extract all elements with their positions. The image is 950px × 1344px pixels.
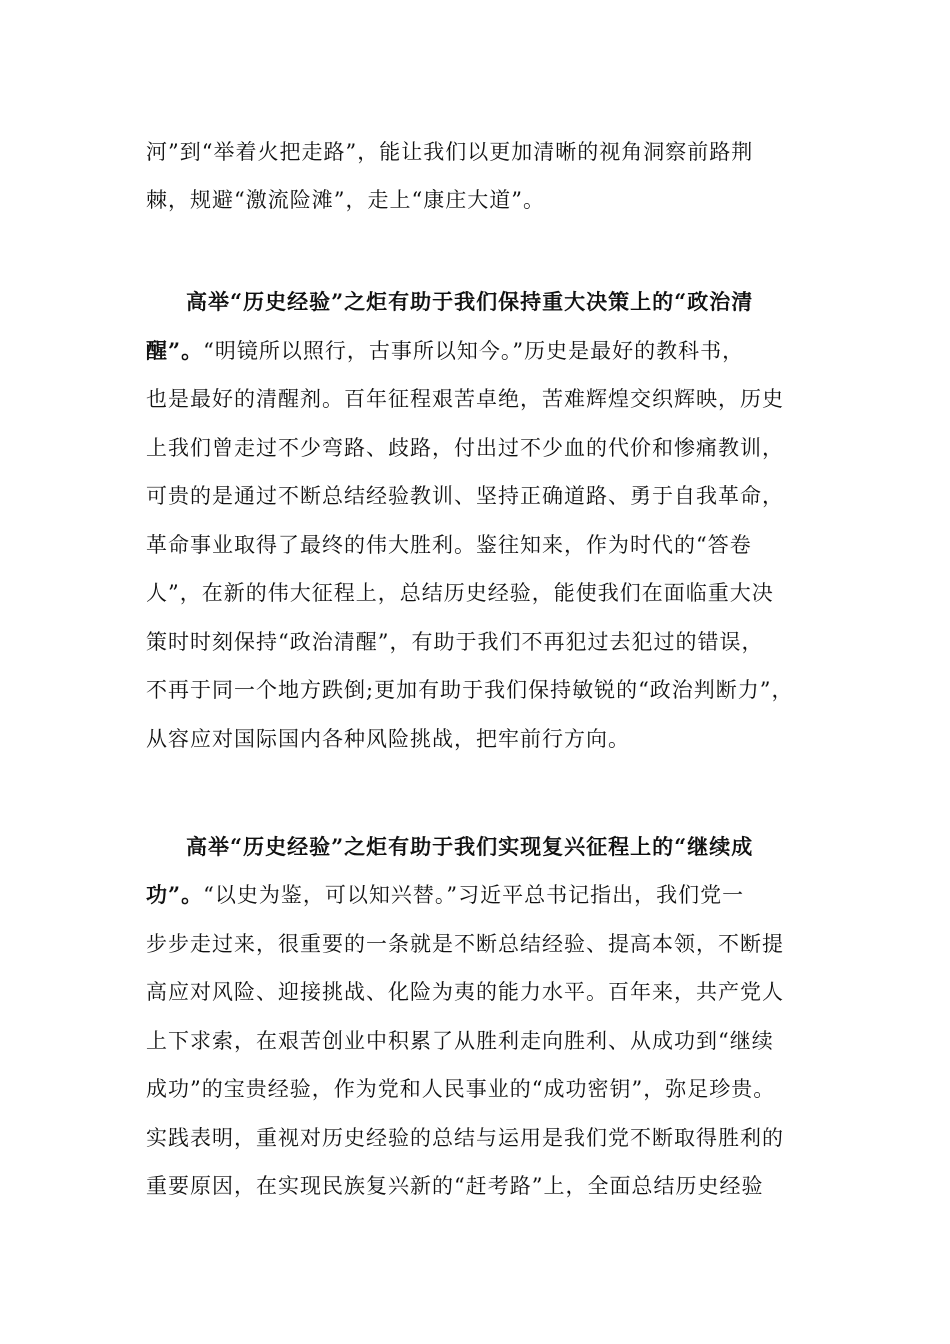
heading-tail: 醒”。 (146, 338, 204, 363)
text-line: 成功”的宝贵经验，作为党和人民事业的“成功密钥”，弥足珍贵。 (146, 1077, 776, 1101)
text-line: 革命事业取得了最终的伟大胜利。鉴往知来，作为时代的“答卷 (146, 533, 752, 557)
heading-tail: 功”。 (146, 882, 204, 907)
text-line: 实践表明，重视对历史经验的总结与运用是我们党不断取得胜利的 (146, 1126, 784, 1150)
text-line: 不再于同一个地方跌倒;更加有助于我们保持敏锐的“政治判断力”， (146, 678, 794, 702)
text-line: 从容应对国际国内各种风险挑战，把牢前行方向。 (146, 727, 630, 751)
paragraph-heading: 高举“历史经验”之炬有助于我们保持重大决策上的“政治清 (186, 289, 754, 314)
text-line: 上我们曾走过不少弯路、歧路，付出过不少血的代价和惨痛教训， (146, 436, 784, 460)
text-line: 河”到“举着火把走路”，能让我们以更加清晰的视角洞察前路荆 (146, 140, 754, 164)
text-line: 也是最好的清醒剂。百年征程艰苦卓绝，苦难辉煌交织辉映，历史 (146, 387, 784, 411)
text-line: 可贵的是通过不断总结经验教训、坚持正确道路、勇于自我革命， (146, 484, 784, 508)
text-line: 棘，规避“激流险滩”，走上“康庄大道”。 (146, 188, 545, 212)
text-line: 策时时刻保持“政治清醒”，有助于我们不再犯过去犯过的错误， (146, 630, 764, 654)
text-line (146, 880, 826, 910)
text-line: 步步走过来，很重要的一条就是不断总结经验、提高本领，不断提 (146, 932, 784, 956)
paragraph-heading: 高举“历史经验”之炬有助于我们实现复兴征程上的“继续成 (186, 834, 754, 859)
text-line (146, 336, 826, 366)
text-line: 人”，在新的伟大征程上，总结历史经验，能使我们在面临重大决 (146, 581, 774, 605)
quote-text: “以史为鉴，可以知兴替。”习近平总书记指出，我们党一 (203, 883, 745, 907)
quote-text: “明镜所以照行，古事所以知今。”历史是最好的教科书， (203, 339, 745, 363)
text-line: 重要原因，在实现民族复兴新的“赶考路”上，全面总结历史经验 (146, 1174, 764, 1198)
text-line: 上下求索，在艰苦创业中积累了从胜利走向胜利、从成功到“继续 (146, 1029, 774, 1053)
text-line: 高应对风险、迎接挑战、化险为夷的能力水平。百年来，共产党人 (146, 980, 784, 1004)
